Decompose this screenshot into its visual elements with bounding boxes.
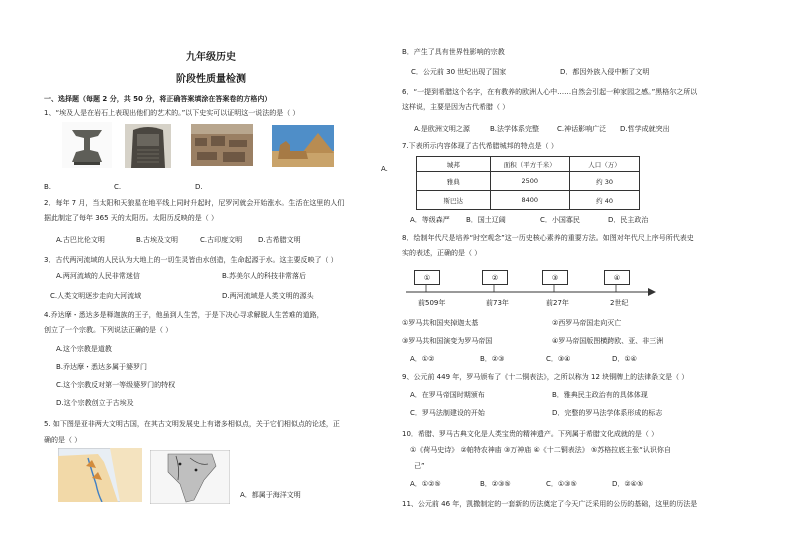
bronze-vessel-image (62, 122, 112, 168)
city-state-table (416, 156, 640, 210)
q8-option-c[interactable]: C．③④ (546, 355, 571, 363)
q7-option-d[interactable]: D．民主政治 (608, 216, 649, 224)
q1-option-b[interactable]: B. (44, 183, 52, 191)
q4-option-b[interactable]: B.乔达摩・悉达多属于婆罗门 (56, 363, 148, 371)
table-row (417, 191, 640, 210)
question-7: 7.下表所示内容体现了古代希腊城邦的特点是（ ） (402, 142, 558, 150)
q8-statement-3: ③罗马共和国演变为罗马帝国 (402, 337, 493, 345)
q9-option-d[interactable]: D．完整的罗马法学体系形成的标志 (552, 409, 663, 417)
table-cell: 雅典 (417, 172, 491, 191)
q5-option-a[interactable]: A．都属于海洋文明 (240, 491, 301, 499)
q5-option-b[interactable]: B．产生了具有世界性影响的宗教 (402, 48, 505, 56)
question-4-line1: 4.乔达摩・悉达多是释迦族的王子，他虽到人生苦，于是下决心寻求解脱人生苦难的道路， (44, 311, 324, 319)
q2-option-b[interactable]: B.古埃及文明 (136, 236, 179, 244)
q10-items-cont: 己” (414, 462, 425, 470)
q9-option-a[interactable]: A．在罗马帝国时期颁布 (410, 391, 485, 399)
q1-option-c[interactable]: C. (114, 183, 122, 191)
exam-subtitle: 阶段性质量检测 (176, 74, 246, 85)
q6-option-a[interactable]: A.是欧洲文明之源 (414, 125, 470, 133)
q1-option-d[interactable]: D. (195, 183, 203, 191)
q10-option-c[interactable]: C．①③⑤ (546, 480, 577, 488)
question-9: 9、公元前 449 年，罗马颁布了《十二铜表法》，之所以称为 12 块铜牌上的法律条文是（ ） (402, 373, 689, 381)
timeline-marker-3: ③ (542, 270, 568, 285)
question-6-line2: 这样说，主要是因为古代希腊（ ） (402, 103, 510, 111)
q8-option-a[interactable]: A．①② (410, 355, 435, 363)
q7-option-c[interactable]: C．小国寡民 (540, 216, 580, 224)
question-8-line2: 实的表述，正确的是（ ） (402, 249, 482, 257)
q8-statement-4: ④罗马帝国版图横跨欧、亚、非三洲 (552, 337, 664, 345)
q4-option-a[interactable]: A.这个宗教是道教 (56, 345, 112, 353)
q10-option-a[interactable]: A．①②⑤ (410, 480, 441, 488)
q10-items: ①《荷马史诗》 ②帕特农神庙 ③万神庙 ④《十二铜表法》 ⑤苏格拉底主张“认识你自 (410, 446, 671, 454)
q5-option-c[interactable]: C．公元前 30 世纪出现了国家 (411, 68, 507, 76)
q10-option-d[interactable]: D．②④⑤ (612, 480, 644, 488)
question-2-line2: 据此制定了每年 365 天的太阳历。太阳历反映的是（ ） (44, 214, 219, 222)
q2-option-a[interactable]: A.古巴比伦文明 (56, 236, 105, 244)
question-1: 1、“埃及人是在岩石上表现出他们的艺术的。”以下史实可以证明这一说法的是（ ） (44, 109, 300, 117)
q2-option-d[interactable]: D.古希腊文明 (258, 236, 301, 244)
table-cell: 2500 (490, 172, 570, 191)
q7-option-a[interactable]: A．等级森严 (410, 216, 450, 224)
stone-stele-image (125, 124, 171, 168)
question-10: 10．希腊、罗马古典文化是人类宝贵的精神遗产。下列属于希腊文化成就的是（ ） (402, 430, 659, 438)
q4-option-d[interactable]: D.这个宗教创立于古埃及 (56, 399, 134, 407)
table-cell: 约 40 (570, 191, 640, 210)
table-cell: 斯巴达 (417, 191, 491, 210)
q4-option-c[interactable]: C.这个宗教反对第一等级婆罗门的特权 (56, 381, 176, 389)
q9-option-b[interactable]: B．雅典民主政治有的具体体现 (552, 391, 648, 399)
exam-title: 九年级历史 (186, 52, 236, 63)
q3-option-d[interactable]: D.两河流域是人类文明的源头 (222, 292, 314, 300)
q8-option-d[interactable]: D．①④ (612, 355, 637, 363)
ruins-city-image (191, 124, 253, 166)
question-4-line2: 创立了一个宗教。下列说法正确的是（ ） (44, 326, 173, 334)
q1-option-a[interactable]: A. (381, 165, 388, 173)
table-header-cell: 城邦 (417, 157, 491, 172)
sphinx-pyramid-image (272, 125, 334, 167)
q6-option-d[interactable]: D.哲学成就突出 (620, 125, 670, 133)
q8-statement-2: ②西罗马帝国走向灭亡 (552, 319, 622, 327)
table-cell: 约 30 (570, 172, 640, 191)
q9-option-c[interactable]: C．罗马法制建设的开始 (410, 409, 485, 417)
table-header-cell: 面积（平方千米） (490, 157, 570, 172)
q7-option-b[interactable]: B．国土辽阔 (466, 216, 506, 224)
q3-option-b[interactable]: B.苏美尔人的科技非常落后 (222, 272, 307, 280)
question-3: 3．古代两河流域的人民认为大地上的一切生灵皆由水创造，生命起源于水。这主要反映了（ ） (44, 256, 338, 264)
question-11: 11、公元前 46 年，凯撒制定的一套新的历法奠定了今天广泛采用的公历的基础，这里的历法是 (402, 500, 698, 508)
table-header-row (417, 157, 640, 172)
q2-option-c[interactable]: C.古印度文明 (200, 236, 243, 244)
timeline-date-3: 前27年 (546, 299, 569, 307)
q8-statement-1: ①罗马共和国夹掉迦太基 (402, 319, 479, 327)
question-5-line2: 确的是（ ） (44, 436, 82, 444)
q3-option-c[interactable]: C.人类文明逐步走向大河流域 (50, 292, 142, 300)
india-map-image (150, 450, 230, 504)
timeline-marker-2: ② (482, 270, 508, 285)
table-row (417, 172, 640, 191)
timeline-marker-1: ① (414, 270, 440, 285)
question-6-line1: 6．“一提到希腊这个名字，在有教养的欧洲人心中……自然会引起一种家园之感。”黑格尔之所以 (402, 88, 698, 96)
question-5-line1: 5. 如下图是亚非两大文明古国，在其古文明发展史上有诸多相似点，关于它们相似点的论述，正 (44, 420, 340, 428)
timeline-date-4: 2世纪 (610, 299, 629, 307)
q10-option-b[interactable]: B．②③⑤ (480, 480, 511, 488)
q6-option-b[interactable]: B.法学体系完整 (490, 125, 540, 133)
section-title-choice: 一、选择题（每题 2 分，共 50 分，将正确答案填涂在答案卷的方格内） (44, 95, 272, 103)
table-header-cell: 人口（万） (570, 157, 640, 172)
egypt-map-image (58, 448, 142, 502)
timeline-date-1: 前509年 (418, 299, 446, 307)
q8-option-b[interactable]: B．②③ (480, 355, 505, 363)
question-2-line1: 2．每年 7 月，当太阳和天狼星在地平线上同时升起时，尼罗河就会开始涨水。生活在这里的人们 (44, 199, 345, 207)
q3-option-a[interactable]: A.两河流域的人民非常迷信 (56, 272, 140, 280)
timeline-marker-4: ④ (604, 270, 630, 285)
q5-option-d[interactable]: D．都因外族入侵中断了文明 (560, 68, 650, 76)
table-cell: 8400 (490, 191, 570, 210)
q6-option-c[interactable]: C.神话影响广泛 (557, 125, 607, 133)
timeline-date-2: 前73年 (486, 299, 509, 307)
question-8-line1: 8．绘制年代尺是培养“时空观念”这一历史核心素养的重要方法。如图对年代尺上序号所代表史 (402, 234, 694, 242)
